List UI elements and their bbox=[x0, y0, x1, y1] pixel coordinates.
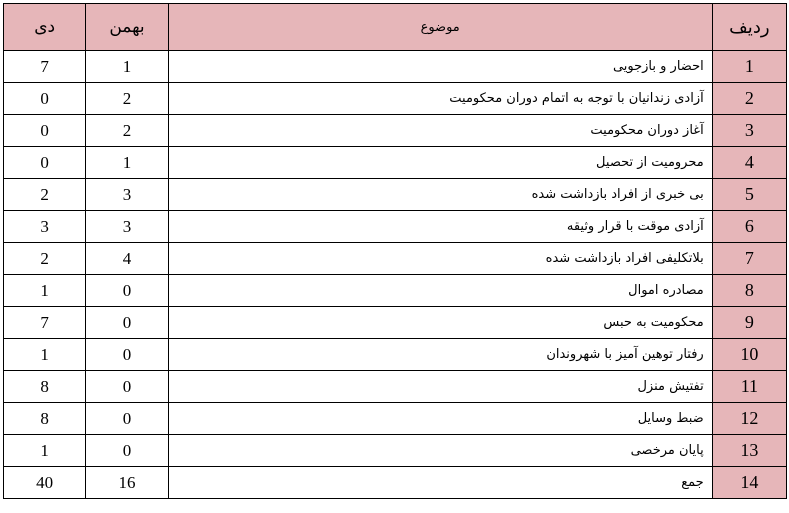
cell-dey: 0 bbox=[4, 147, 86, 179]
statistics-table-wrapper bbox=[3, 3, 787, 499]
cell-rank: 8 bbox=[712, 275, 786, 307]
cell-topic: آزادی زندانیان با توجه به اتمام دوران محکومیت bbox=[168, 83, 712, 115]
cell-bahman: 16 bbox=[86, 467, 168, 499]
cell-dey: 8 bbox=[4, 403, 86, 435]
cell-topic: جمع bbox=[168, 467, 712, 499]
cell-bahman: 3 bbox=[86, 179, 168, 211]
cell-rank: 14 bbox=[712, 467, 786, 499]
cell-bahman: 4 bbox=[86, 243, 168, 275]
header-bahman: بهمن bbox=[86, 4, 168, 51]
cell-rank: 4 bbox=[712, 147, 786, 179]
table-row bbox=[4, 403, 787, 435]
cell-bahman: 0 bbox=[86, 371, 168, 403]
table-row bbox=[4, 467, 787, 499]
statistics-table bbox=[3, 3, 787, 499]
table-row bbox=[4, 147, 787, 179]
cell-bahman: 2 bbox=[86, 83, 168, 115]
cell-topic: آغاز دوران محکومیت bbox=[168, 115, 712, 147]
cell-dey: 7 bbox=[4, 307, 86, 339]
cell-topic: بلاتکلیفی افراد بازداشت شده bbox=[168, 243, 712, 275]
cell-bahman: 0 bbox=[86, 339, 168, 371]
table-row bbox=[4, 307, 787, 339]
cell-dey: 2 bbox=[4, 243, 86, 275]
cell-rank: 2 bbox=[712, 83, 786, 115]
cell-dey: 1 bbox=[4, 435, 86, 467]
table-row bbox=[4, 275, 787, 307]
table-body bbox=[4, 51, 787, 499]
cell-dey: 1 bbox=[4, 339, 86, 371]
cell-topic: رفتار توهین آمیز با شهروندان bbox=[168, 339, 712, 371]
table-row bbox=[4, 243, 787, 275]
cell-topic: محکومیت به حبس bbox=[168, 307, 712, 339]
cell-bahman: 0 bbox=[86, 307, 168, 339]
cell-rank: 9 bbox=[712, 307, 786, 339]
table-row bbox=[4, 435, 787, 467]
table-row bbox=[4, 115, 787, 147]
cell-dey: 7 bbox=[4, 51, 86, 83]
cell-topic: بی خبری از افراد بازداشت شده bbox=[168, 179, 712, 211]
cell-bahman: 1 bbox=[86, 51, 168, 83]
cell-dey: 40 bbox=[4, 467, 86, 499]
cell-rank: 13 bbox=[712, 435, 786, 467]
cell-bahman: 3 bbox=[86, 211, 168, 243]
cell-bahman: 2 bbox=[86, 115, 168, 147]
cell-dey: 0 bbox=[4, 115, 86, 147]
cell-rank: 12 bbox=[712, 403, 786, 435]
table-row bbox=[4, 339, 787, 371]
cell-bahman: 1 bbox=[86, 147, 168, 179]
cell-topic: مصادره اموال bbox=[168, 275, 712, 307]
cell-rank: 10 bbox=[712, 339, 786, 371]
cell-rank: 11 bbox=[712, 371, 786, 403]
header-rank: ردیف bbox=[712, 4, 786, 51]
cell-dey: 1 bbox=[4, 275, 86, 307]
cell-topic: محرومیت از تحصیل bbox=[168, 147, 712, 179]
cell-bahman: 0 bbox=[86, 275, 168, 307]
cell-rank: 1 bbox=[712, 51, 786, 83]
cell-topic: تفتیش منزل bbox=[168, 371, 712, 403]
cell-dey: 3 bbox=[4, 211, 86, 243]
header-dey: دی bbox=[4, 4, 86, 51]
cell-topic: پایان مرخصی bbox=[168, 435, 712, 467]
cell-rank: 7 bbox=[712, 243, 786, 275]
table-row bbox=[4, 211, 787, 243]
table-row bbox=[4, 179, 787, 211]
cell-bahman: 0 bbox=[86, 435, 168, 467]
table-row bbox=[4, 51, 787, 83]
cell-dey: 0 bbox=[4, 83, 86, 115]
cell-rank: 6 bbox=[712, 211, 786, 243]
cell-dey: 2 bbox=[4, 179, 86, 211]
header-topic: موضوع bbox=[168, 4, 712, 51]
cell-topic: احضار و بازجویی bbox=[168, 51, 712, 83]
table-row bbox=[4, 371, 787, 403]
cell-bahman: 0 bbox=[86, 403, 168, 435]
cell-rank: 3 bbox=[712, 115, 786, 147]
table-row bbox=[4, 83, 787, 115]
cell-topic: آزادی موقت با قرار وثیقه bbox=[168, 211, 712, 243]
table-header bbox=[4, 4, 787, 51]
header-row bbox=[4, 4, 787, 51]
cell-rank: 5 bbox=[712, 179, 786, 211]
cell-dey: 8 bbox=[4, 371, 86, 403]
cell-topic: ضبط وسایل bbox=[168, 403, 712, 435]
